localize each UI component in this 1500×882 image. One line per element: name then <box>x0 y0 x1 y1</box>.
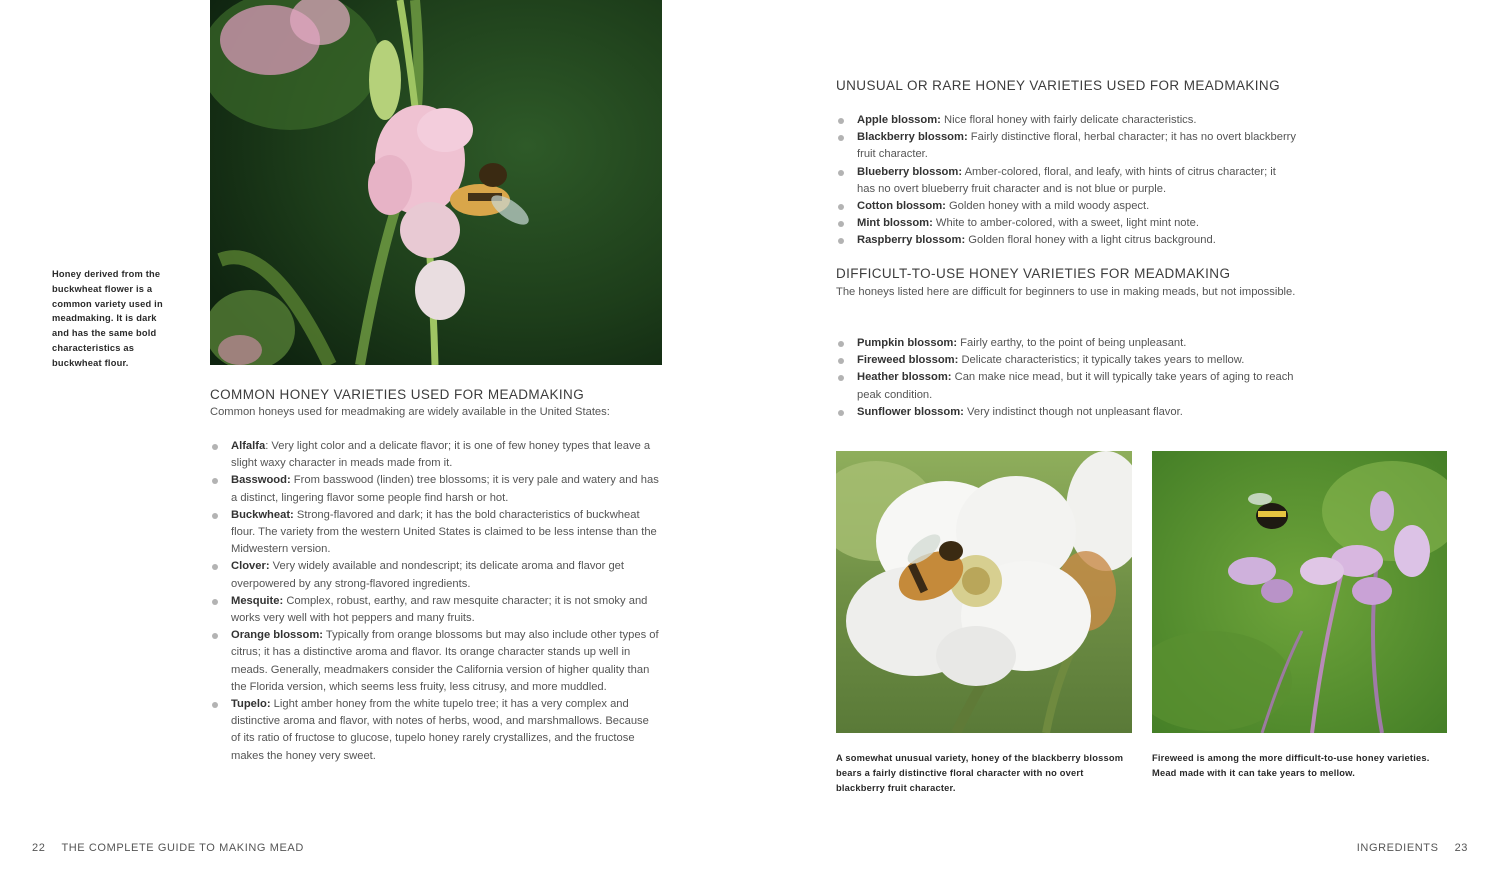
rare-varieties-list <box>836 112 1296 250</box>
page-number: 23 <box>1454 842 1468 854</box>
right-page-footer <box>1357 842 1468 854</box>
bee-on-pink-flower-photo <box>210 0 662 365</box>
list-item: Tupelo: Light amber honey from the white tupelo tree; it has a very complex and distinctive aroma and flavor, with notes of herbs, wood, and marshmallows. Because of its ratio of fructose to glucose, tupelo honey rarely crystallizes, and the fructose makes the honey very sweet. <box>210 696 660 765</box>
list-item: Blueberry blossom: Amber-colored, floral, and leafy, with hints of citrus character; it has no overt blueberry fruit character and is not blue or purple. <box>836 164 1296 198</box>
difficult-varieties-heading: DIFFICULT-TO-USE HONEY VARIETIES FOR MEADMAKING <box>836 266 1231 281</box>
bullet-icon <box>212 444 218 450</box>
bullet-icon <box>838 375 844 381</box>
list-item: Heather blossom: Can make nice mead, but it will typically take years of aging to reach peak condition. <box>836 369 1296 403</box>
bullet-icon <box>838 204 844 210</box>
common-varieties-heading: COMMON HONEY VARIETIES USED FOR MEADMAKING <box>210 387 585 402</box>
list-item: Sunflower blossom: Very indistinct though not unpleasant flavor. <box>836 404 1296 421</box>
book-title: THE COMPLETE GUIDE TO MAKING MEAD <box>61 842 304 854</box>
list-item: Alfalfa: Very light color and a delicate flavor; it is one of few honey types that leave a slight waxy character in meads made from it. <box>210 438 660 472</box>
rare-varieties-heading: UNUSUAL OR RARE HONEY VARIETIES USED FOR MEADMAKING <box>836 78 1280 93</box>
list-item: Mint blossom: White to amber-colored, with a sweet, light mint note. <box>836 215 1296 232</box>
fireweed-photo-caption: Fireweed is among the more difficult-to-use honey varieties. Mead made with it can take years to mellow. <box>1152 753 1430 778</box>
difficult-varieties-list <box>836 335 1296 421</box>
list-item: Fireweed blossom: Delicate characteristics; it typically takes years to mellow. <box>836 352 1296 369</box>
bullet-icon <box>838 170 844 176</box>
bullet-icon <box>212 599 218 605</box>
list-item: Mesquite: Complex, robust, earthy, and raw mesquite character; it is not smoky and works very well with hot peppers and many fruits. <box>210 593 660 627</box>
bullet-icon <box>212 478 218 484</box>
bullet-icon <box>212 513 218 519</box>
bullet-icon <box>838 221 844 227</box>
bullet-icon <box>212 702 218 708</box>
common-varieties-list <box>210 438 660 765</box>
buckwheat-sidebar-caption: Honey derived from the buckwheat flower is a common variety used in meadmaking. It is dark and has the same bold characteristics as buckwheat flour. <box>52 269 163 368</box>
bullet-icon <box>838 135 844 141</box>
bullet-icon <box>212 564 218 570</box>
chapter-title: INGREDIENTS <box>1356 842 1439 854</box>
bullet-icon <box>838 118 844 124</box>
list-item: Raspberry blossom: Golden floral honey with a light citrus background. <box>836 232 1296 249</box>
bullet-icon <box>838 358 844 364</box>
bullet-icon <box>212 633 218 639</box>
bullet-icon <box>838 410 844 416</box>
bee-on-fireweed-photo <box>1152 451 1447 733</box>
page-number: 22 <box>32 842 46 854</box>
list-item: Basswood: From basswood (linden) tree blossoms; it is very pale and watery and has a distinct, lingering flavor some people find harsh or hot. <box>210 472 660 506</box>
left-page-footer <box>32 842 304 854</box>
list-item: Pumpkin blossom: Fairly earthy, to the point of being unpleasant. <box>836 335 1296 352</box>
list-item: Apple blossom: Nice floral honey with fairly delicate characteristics. <box>836 112 1296 129</box>
list-item: Orange blossom: Typically from orange blossoms but may also include other types of citrus; it has a distinctive aroma and flavor. Its orange character stands up well in meads. Generally, meadmakers consider the California version of higher quality than the Florida version, which seems less fruity, less citrusy, and more muddled. <box>210 627 660 696</box>
bullet-icon <box>838 238 844 244</box>
list-item: Buckwheat: Strong-flavored and dark; it has the bold characteristics of buckwheat flour. The variety from the western United States is claimed to be less intense than the Midwestern version. <box>210 507 660 559</box>
bee-on-blackberry-blossom-photo <box>836 451 1132 733</box>
blackberry-photo-caption: A somewhat unusual variety, honey of the blackberry blossom bears a fairly distinctive floral character with no overt blackberry fruit character. <box>836 753 1124 793</box>
common-varieties-intro: Common honeys used for meadmaking are widely available in the United States: <box>210 406 610 418</box>
difficult-varieties-intro: The honeys listed here are difficult for beginners to use in making meads, but not impossible. <box>836 286 1296 298</box>
list-item: Blackberry blossom: Fairly distinctive floral, herbal character; it has no overt blackberry fruit character. <box>836 129 1296 163</box>
list-item: Cotton blossom: Golden honey with a mild woody aspect. <box>836 198 1296 215</box>
list-item: Clover: Very widely available and nondescript; its delicate aroma and flavor get overpowered by any strong-flavored ingredients. <box>210 558 660 592</box>
bullet-icon <box>838 341 844 347</box>
